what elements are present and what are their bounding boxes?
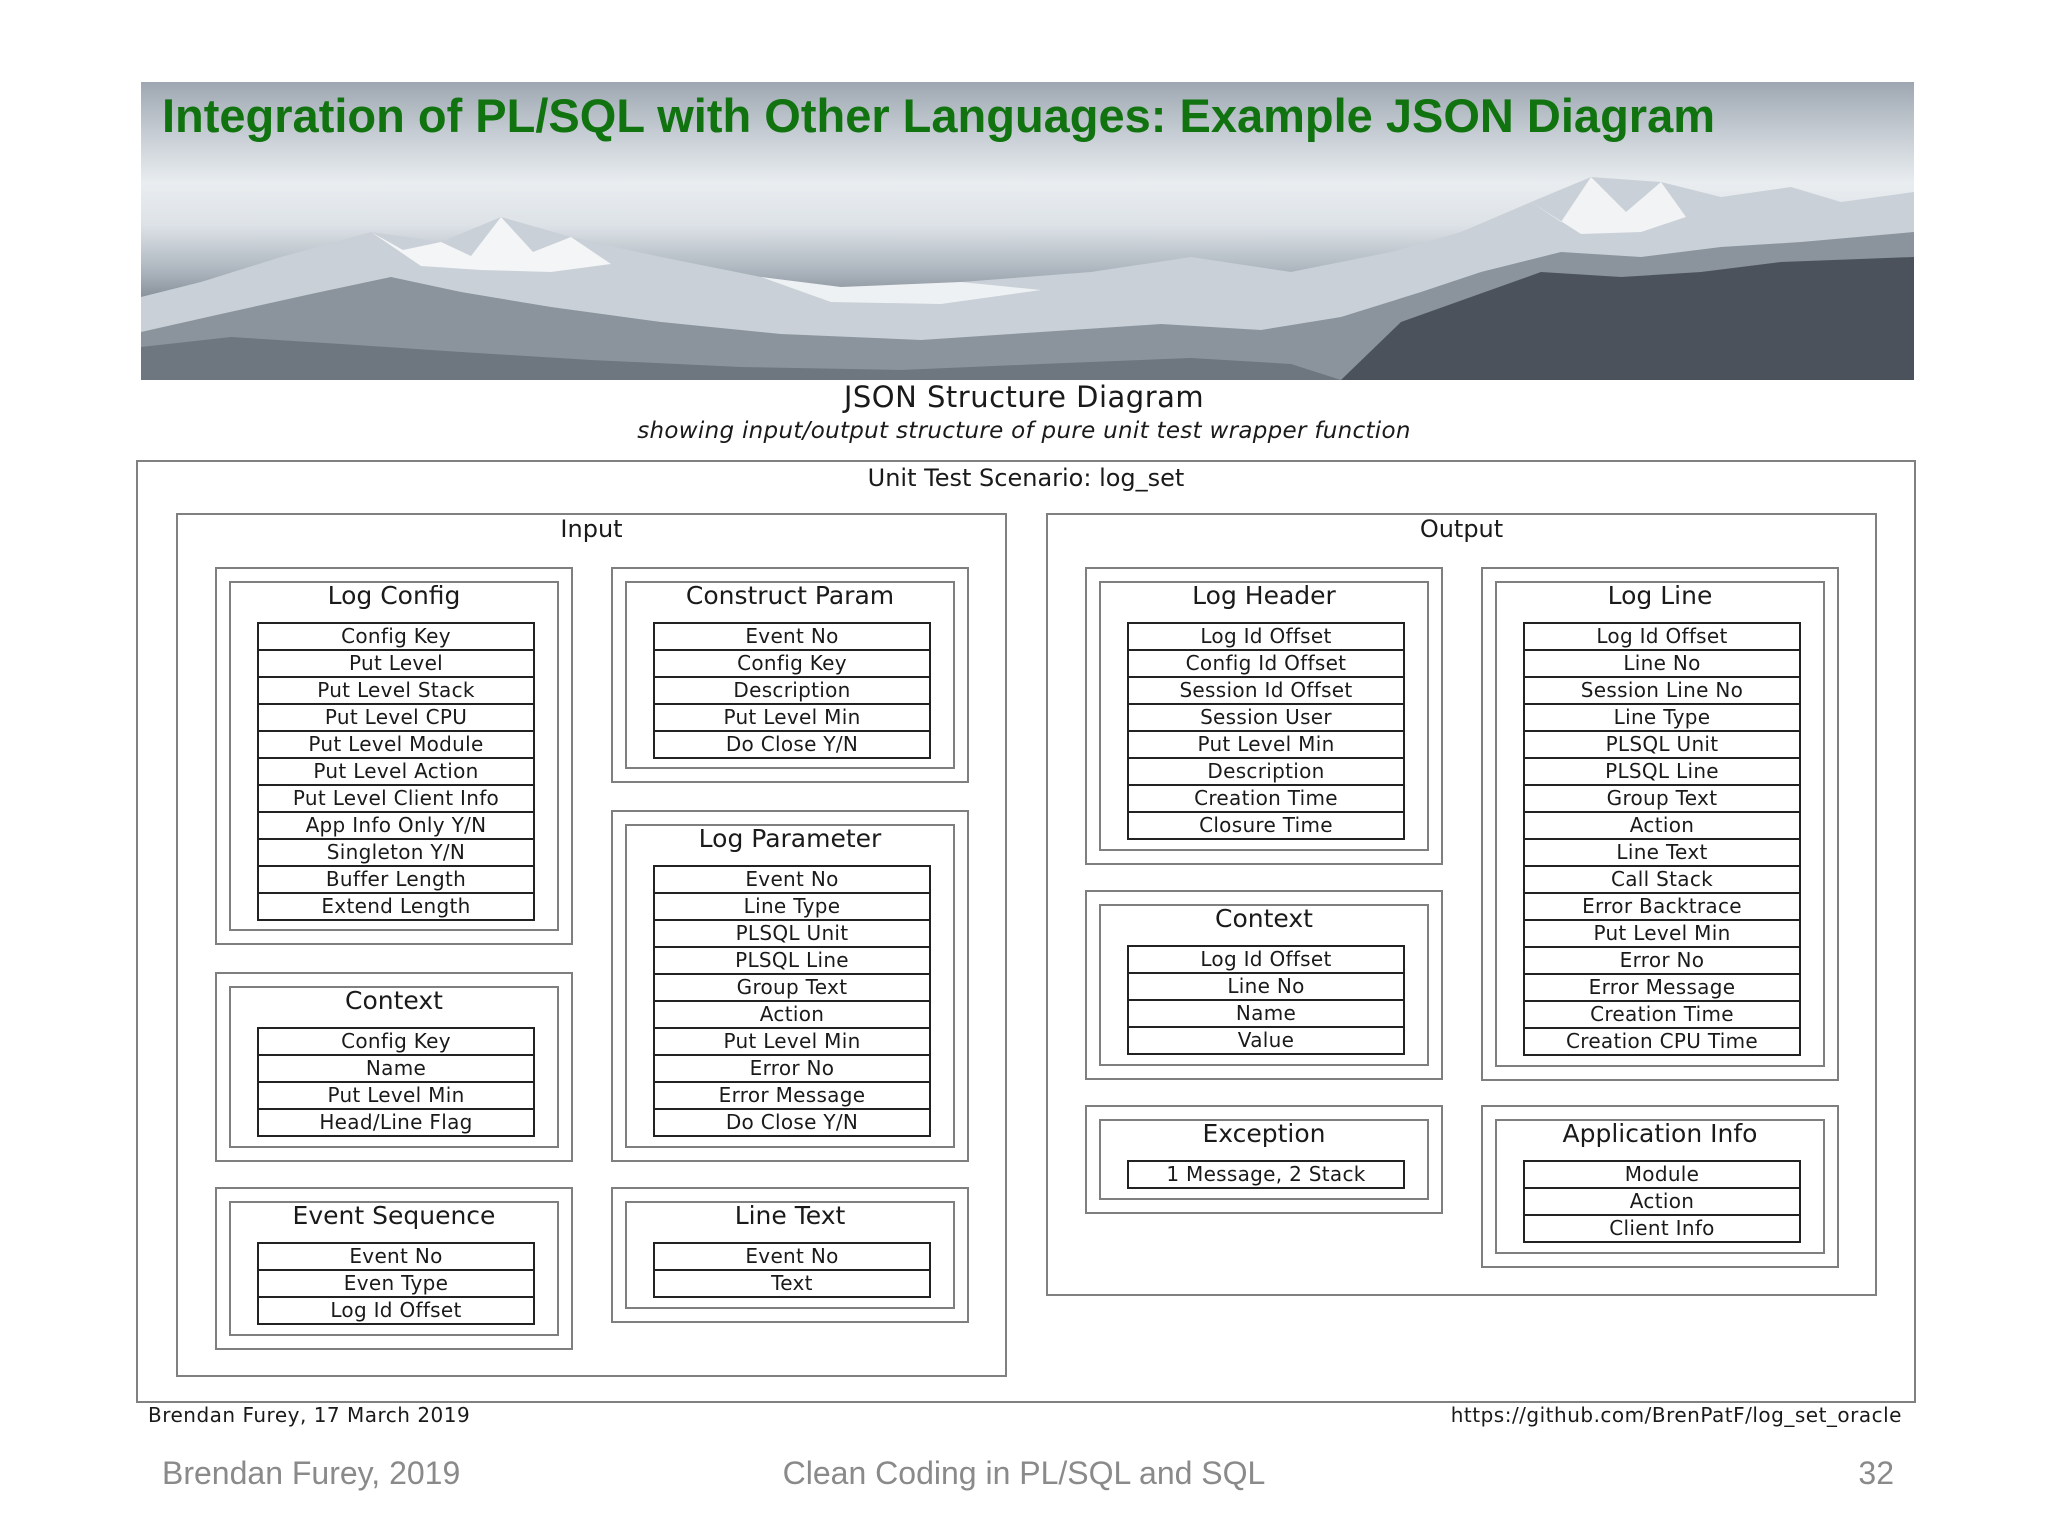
diagram-url: https://github.com/BrenPatF/log_set_oracle	[1450, 1403, 1902, 1427]
diagram-subtitle: showing input/output structure of pure unit test wrapper function	[637, 418, 1411, 444]
group-input-context	[215, 972, 573, 1162]
field-row: Put Level Stack	[259, 678, 533, 705]
field-row: PLSQL Line	[655, 948, 929, 975]
group-title: Context	[1215, 904, 1313, 933]
group-title: Log Parameter	[698, 824, 882, 853]
field-row: Line Type	[1525, 705, 1799, 732]
field-list	[653, 622, 931, 759]
field-list	[1523, 622, 1801, 1056]
field-row: Value	[1129, 1028, 1403, 1055]
field-row: PLSQL Unit	[1525, 732, 1799, 759]
field-row: Log Id Offset	[1129, 947, 1403, 974]
footer-author: Brendan Furey, 2019	[162, 1455, 461, 1491]
field-list	[1523, 1160, 1801, 1243]
group-title: Context	[345, 986, 443, 1015]
field-row: Error Backtrace	[1525, 894, 1799, 921]
field-row: Text	[655, 1271, 929, 1298]
field-row: Singleton Y/N	[259, 840, 533, 867]
field-row: Put Level Action	[259, 759, 533, 786]
output-label: Output	[1419, 515, 1504, 543]
field-row: Action	[1525, 1189, 1799, 1216]
group-log-header	[1085, 567, 1443, 865]
group-log-line	[1481, 567, 1839, 1081]
field-row: Line Text	[1525, 840, 1799, 867]
field-row: Session Line No	[1525, 678, 1799, 705]
field-row: Creation Time	[1129, 786, 1403, 813]
field-row: Name	[1129, 1001, 1403, 1028]
field-row: Put Level Module	[259, 732, 533, 759]
slide-number: 32	[1858, 1455, 1894, 1491]
field-row: Config Key	[259, 624, 533, 651]
group-title: Application Info	[1562, 1119, 1758, 1148]
footer-course-title: Clean Coding in PL/SQL and SQL	[782, 1455, 1266, 1491]
field-row: Action	[655, 1002, 929, 1029]
field-row: Line No	[1129, 974, 1403, 1001]
field-row: Line No	[1525, 651, 1799, 678]
field-row: Group Text	[655, 975, 929, 1002]
group-title: Log Line	[1607, 581, 1713, 610]
field-row: Log Id Offset	[259, 1298, 533, 1325]
field-row: Put Level Client Info	[259, 786, 533, 813]
field-list	[1127, 945, 1405, 1055]
field-row: Put Level CPU	[259, 705, 533, 732]
group-log-parameter	[611, 810, 969, 1162]
field-list	[653, 865, 931, 1137]
field-row: Head/Line Flag	[259, 1110, 533, 1137]
group-output-context	[1085, 890, 1443, 1080]
field-row: Error Message	[1525, 975, 1799, 1002]
field-list	[257, 1242, 535, 1325]
field-list	[257, 622, 535, 921]
field-row: App Info Only Y/N	[259, 813, 533, 840]
group-exception	[1085, 1105, 1443, 1214]
field-row: Event No	[655, 1244, 929, 1271]
group-log-config	[215, 567, 573, 945]
field-list	[653, 1242, 931, 1298]
field-row: Module	[1525, 1162, 1799, 1189]
group-title: Log Header	[1192, 581, 1336, 610]
slide-title: Integration of PL/SQL with Other Languages: Example JSON Diagram	[162, 89, 1715, 142]
field-row: Put Level Min	[655, 1029, 929, 1056]
field-row: 1 Message, 2 Stack	[1129, 1162, 1403, 1189]
group-title: Exception	[1202, 1119, 1326, 1148]
field-row: Description	[1129, 759, 1403, 786]
field-row: Action	[1525, 813, 1799, 840]
field-row: PLSQL Unit	[655, 921, 929, 948]
field-row: Log Id Offset	[1129, 624, 1403, 651]
diagram-credit: Brendan Furey, 17 March 2019	[148, 1403, 471, 1427]
field-row: Put Level Min	[1129, 732, 1403, 759]
group-title: Event Sequence	[292, 1201, 496, 1230]
field-row: Config Key	[259, 1029, 533, 1056]
field-row: Put Level Min	[259, 1083, 533, 1110]
field-row: Error No	[655, 1056, 929, 1083]
field-row: Even Type	[259, 1271, 533, 1298]
field-row: Event No	[655, 867, 929, 894]
field-row: Call Stack	[1525, 867, 1799, 894]
group-construct-param	[611, 567, 969, 783]
field-row: Extend Length	[259, 894, 533, 921]
field-list	[1127, 1160, 1405, 1189]
field-row: Config Id Offset	[1129, 651, 1403, 678]
group-application-info	[1481, 1105, 1839, 1268]
field-row: Creation Time	[1525, 1002, 1799, 1029]
field-row: Creation CPU Time	[1525, 1029, 1799, 1056]
field-row: Group Text	[1525, 786, 1799, 813]
diagram-title: JSON Structure Diagram	[843, 380, 1205, 414]
field-row: Buffer Length	[259, 867, 533, 894]
field-row: Closure Time	[1129, 813, 1403, 840]
field-row: Client Info	[1525, 1216, 1799, 1243]
field-row: Event No	[655, 624, 929, 651]
group-title: Construct Param	[685, 581, 895, 610]
group-event-sequence	[215, 1187, 573, 1350]
field-row: Name	[259, 1056, 533, 1083]
field-list	[1127, 622, 1405, 840]
field-row: Line Type	[655, 894, 929, 921]
group-line-text	[611, 1187, 969, 1323]
input-label: Input	[560, 515, 623, 543]
field-row: Log Id Offset	[1525, 624, 1799, 651]
field-row: Session User	[1129, 705, 1403, 732]
field-row: Error Message	[655, 1083, 929, 1110]
group-title: Log Config	[327, 581, 461, 610]
field-row: Do Close Y/N	[655, 1110, 929, 1137]
field-row: Put Level Min	[655, 705, 929, 732]
field-row: Description	[655, 678, 929, 705]
field-row: Put Level	[259, 651, 533, 678]
field-row: Put Level Min	[1525, 921, 1799, 948]
field-row: Error No	[1525, 948, 1799, 975]
scenario-label: Unit Test Scenario: log_set	[867, 464, 1185, 492]
field-row: Config Key	[655, 651, 929, 678]
group-title: Line Text	[734, 1201, 846, 1230]
field-row: Do Close Y/N	[655, 732, 929, 759]
field-row: Event No	[259, 1244, 533, 1271]
field-row: Session Id Offset	[1129, 678, 1403, 705]
field-row: PLSQL Line	[1525, 759, 1799, 786]
field-list	[257, 1027, 535, 1137]
